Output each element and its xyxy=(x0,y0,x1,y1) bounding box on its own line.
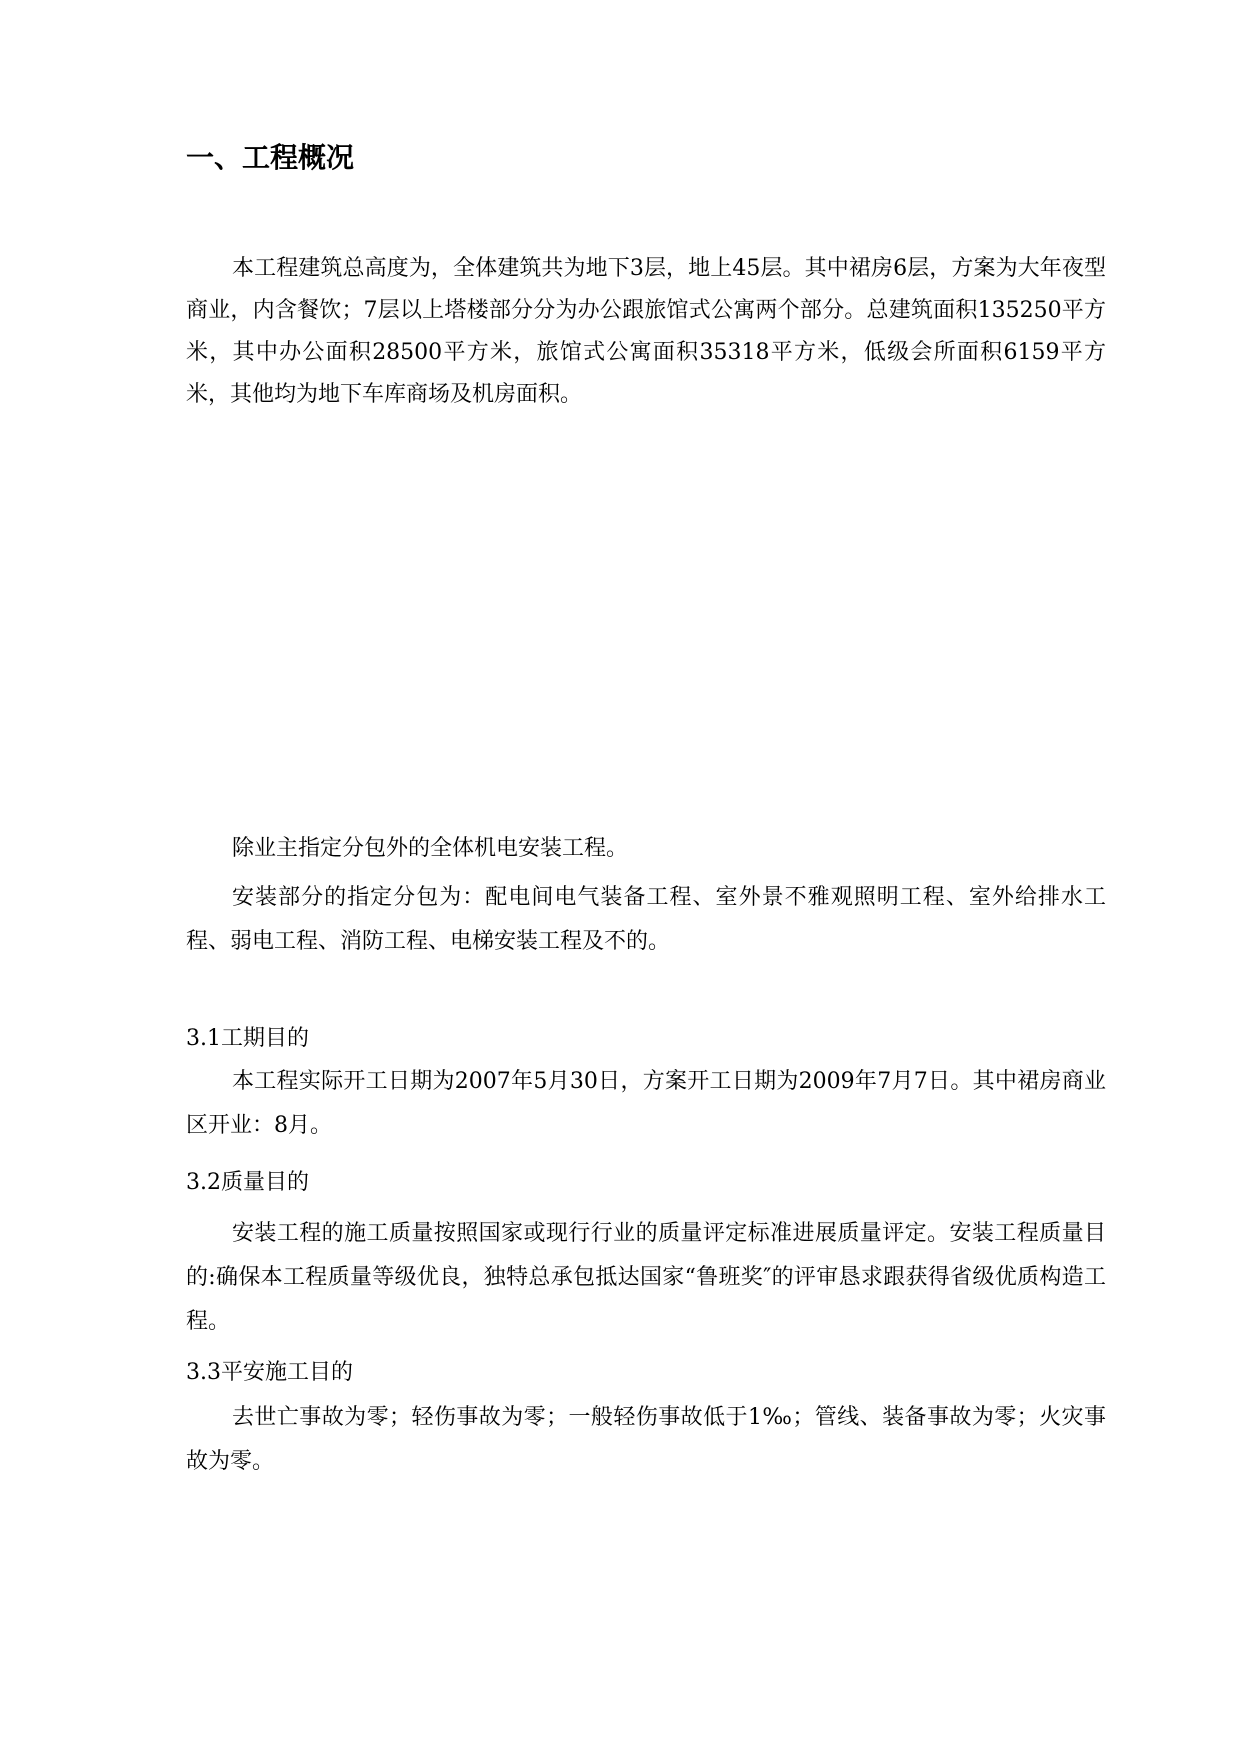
scope-paragraph-1: 除业主指定分包外的全体机电安装工程。 xyxy=(232,836,629,861)
subsection-title-safety: 3.3平安施工目的 xyxy=(186,1360,353,1385)
scope-paragraph-2: 安装部分的指定分包为：配电间电气装备工程、室外景不雅观照明工程、室外给排水工程、弱电工程、消防工程、电梯安装工程及不的。 xyxy=(186,885,1106,954)
schedule-paragraph: 本工程实际开工日期为2007年5月30日，方案开工日期为2009年7月7日。其中裙房商业区开业：8月。 xyxy=(186,1069,1106,1138)
overview-paragraph: 本工程建筑总高度为，全体建筑共为地下3层，地上45层。其中裙房6层，方案为大年夜型商业，内含餐饮；7层以上塔楼部分分为办公跟旅馆式公寓两个部分。总建筑面积135250平方米，其中办公面积28500平方米，旅馆式公寓面积35318平方米，低级会所面积6159平方米，其他均为地下车库商场及机房面积。 xyxy=(186,256,1106,407)
subsection-title-quality: 3.2质量目的 xyxy=(186,1170,309,1195)
section-heading: 一、工程概况 xyxy=(186,141,355,174)
safety-paragraph: 去世亡事故为零；轻伤事故为零；一般轻伤事故低于1‰；管线、装备事故为零；火灾事故为零。 xyxy=(186,1405,1106,1474)
subsection-title-schedule: 3.1工期目的 xyxy=(186,1026,309,1051)
quality-paragraph: 安装工程的施工质量按照国家或现行行业的质量评定标准进展质量评定。安装工程质量目的:确保本工程质量等级优良，独特总承包抵达国家“鲁班奖″的评审恳求跟获得省级优质构造工程。 xyxy=(186,1221,1106,1334)
